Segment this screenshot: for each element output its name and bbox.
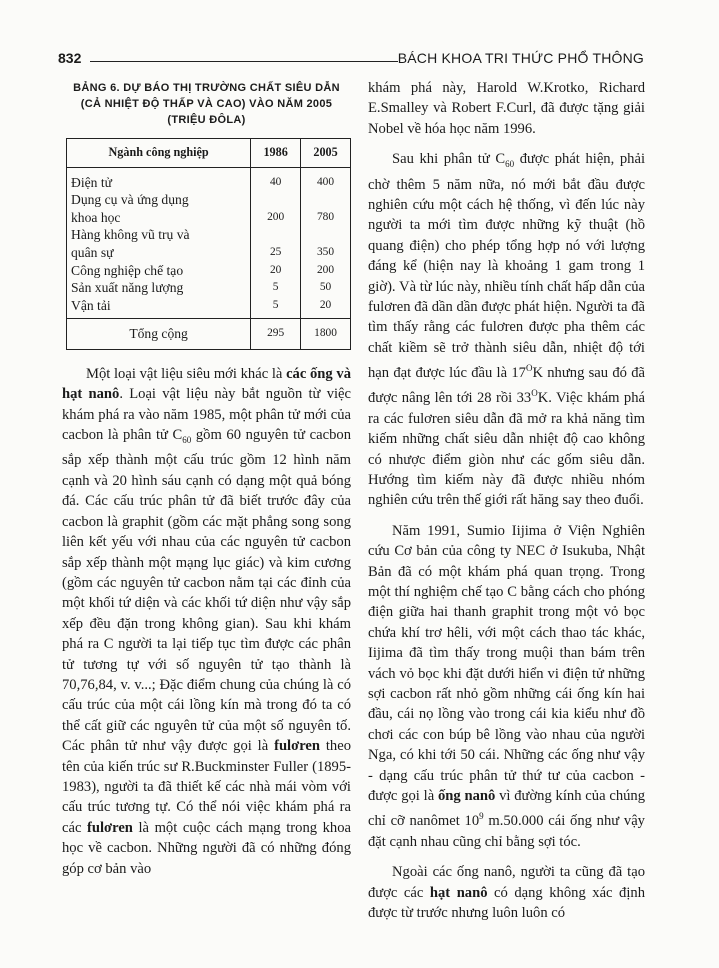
body-paragraph: Một loại vật liệu siêu mới khác là các ống và hạt nanô. Loại vật liệu này bắt nguồn từ việc khám phá ra vào năm 1985, một phân tử mới của cacbon là phân tử $C_{60}$ gồm 60 nguyên tử cacbon sắp xếp thành một cấu trúc gồm 12 hình năm cạnh và 20 hình sáu cạnh có dạng một quả bóng đá. Các cấu trúc phân tử đã biết trước đây của cacbon là graphit (gồm các mặt phẳng song song liên kết yếu với nhau của các nguyên tử cacbon sắp xếp thành một mạng lục giác) và kim cương (gồm các nguyên tử cacbon nằm tại các đỉnh của một khối tứ diện và các khối tứ diện như vậy sắp xếp đều đặn trong không gian). Sau khi khám phá ra C người ta lại tiếp tục tìm được các phân tử tương tự với số nguyên tử tạo thành là 70,76,84, v. v...; Đặc điểm chung của chúng là có cấu trúc của một cái lồng kín mà trong đó ta có thể cất giữ các nguyên tử của một số nguyên tố. Các phân tử như vậy được gọi là fulơren theo tên của kiến trúc sư R.Buckminster Fuller (1895-1983), người ta đã thiết kế các nhà mái vòm với cấu trúc tương tự. Có thể nói việc khám phá ra các fulơren là một cuộc cách mạng trong khoa học về cacbon. Những người đã có những đóng góp cơ bản vào: [62, 365, 352, 877]
table-header-row: [67, 139, 351, 168]
industry-cell: Công nghiệp chế tạo: [67, 262, 251, 280]
column-header-2005: 2005: [301, 139, 351, 168]
industry-cell: Điện tử: [67, 167, 251, 191]
value-1986: 20: [251, 262, 301, 280]
total-1986: 295: [251, 319, 301, 350]
body-paragraph: Sau khi phân tử $C_{60}$ được phát hiện, phải chờ thêm 5 năm nữa, nó mới bắt đầu được nghiên cứu một cách hệ thống, vì đến lúc này người ta mới tìm được những kỹ thuật (hồ quang điện) cho phép tổng hợp nó với lượng đáng kể (hiện nay là khoảng 1 gam trong 1 giờ). Và từ lúc này, nhiều tính chất hấp dẫn của fulơren đã dần dần được phát hiện. Người ta đã tìm thấy rằng các fulơren được pha thêm các chất kiềm sẽ trở thành siêu dẫn, nhiệt độ tới hạn đạt được lúc đầu là $17^OK$ nhưng sau đó đã được nâng lên tới 28 rồi $33^OK$. Việc khám phá ra các fulơren siêu dẫn đã mở ra khả năng tìm kiếm những chất siêu dẫn nhiệt độ cao không có nhược điểm giòn như các gốm siêu dẫn. Hướng tìm kiếm này đã được nhiều nhóm nghiên cứu trên thế giới rất hăng say theo đuổi.: [368, 151, 645, 509]
table-row: [67, 262, 351, 280]
value-2005: 780: [301, 209, 351, 227]
table-total-row: [67, 319, 351, 350]
industry-cell: quân sự: [67, 244, 251, 262]
body-paragraph: Năm 1991, Sumio Iijima ở Viện Nghiên cứu Cơ bản của công ty NEC ở Isukuba, Nhật Bản đã có một khám phá quan trọng. Trong một thí nghiệm chế tạo C bằng cách cho phóng điện giữa hai thanh graphit trong một vỏ bọc chứa khí trơ hêli, với một cách thao tác khác, Iijima đã tìm thấy trong muội than bám trên vách vỏ bọc khi đặt dưới hiển vi điện tử những sợi cacbon rất nhỏ gồm những cái ống kín hai đầu, cái nọ lồng vào trong cái kia kiểu như đồ chơi các con búp bê lồng vào nhau của người Nga, có khi tới 50 cái. Những các ống như vậy - dạng cấu trúc phân tử thứ tư của cacbon - được gọi là ống nanô vì đường kính của chúng chỉ cỡ nanômet $10^9$ m.50.000 cái ống như vậy đặt cạnh nhau cũng chỉ bằng sợi tóc.: [368, 522, 646, 850]
total-label: Tổng cộng: [67, 319, 251, 350]
body-paragraph: khám phá này, Harold W.Krotko, Richard E.Smalley và Robert F.Curl, đã được tặng giải Nobel về hóa học năm 1996.: [368, 80, 645, 137]
page-header: [58, 50, 644, 72]
table-title-line: BẢNG 6. DỰ BÁO THỊ TRƯỜNG CHẤT SIÊU DẪN: [73, 82, 340, 94]
value-2005: 20: [301, 297, 351, 319]
table-row: [67, 226, 351, 244]
industry-cell: Hàng không vũ trụ và: [67, 226, 251, 244]
value-1986: 25: [251, 244, 301, 262]
column-header-industry: Ngành công nghiệp: [67, 139, 251, 168]
table-row: [67, 191, 351, 209]
table-row: [67, 244, 351, 262]
industry-cell: Dụng cụ và ứng dụng: [67, 191, 251, 209]
industry-cell: khoa học: [67, 209, 251, 227]
total-2005: 1800: [301, 319, 351, 350]
value-2005: 50: [301, 279, 351, 297]
running-title: BÁCH KHOA TRI THỨC PHỔ THÔNG: [397, 50, 644, 66]
market-forecast-table: [66, 138, 351, 350]
page-number: 832: [58, 50, 82, 66]
value-2005: 200: [301, 262, 351, 280]
column-header-1986: 1986: [251, 139, 301, 168]
table-title-line: (TRIỆU ĐÔLA): [167, 114, 246, 126]
right-column: [368, 78, 645, 923]
value-2005: 400: [301, 167, 351, 191]
table-title: [62, 80, 351, 128]
industry-cell: Vận tải: [67, 297, 251, 319]
table-row: [67, 279, 351, 297]
table-row: [67, 209, 351, 227]
left-column: [62, 78, 351, 879]
value-1986: 5: [251, 297, 301, 319]
table-title-line: (CẢ NHIỆT ĐỘ THẤP VÀ CAO) VÀO NĂM 2005: [80, 98, 333, 110]
header-rule: [90, 61, 398, 62]
value-2005: 350: [301, 244, 351, 262]
value-1986: 5: [251, 279, 301, 297]
table-row: [67, 167, 351, 191]
table-row: [67, 297, 351, 319]
value-1986: 40: [251, 167, 301, 191]
industry-cell: Sản xuất năng lượng: [67, 279, 251, 297]
body-paragraph: Ngoài các ống nanô, người ta cũng đã tạo được các hạt nanô có dạng không xác định được từ trước nhưng luôn luôn có: [368, 864, 645, 921]
value-1986: 200: [251, 209, 301, 227]
